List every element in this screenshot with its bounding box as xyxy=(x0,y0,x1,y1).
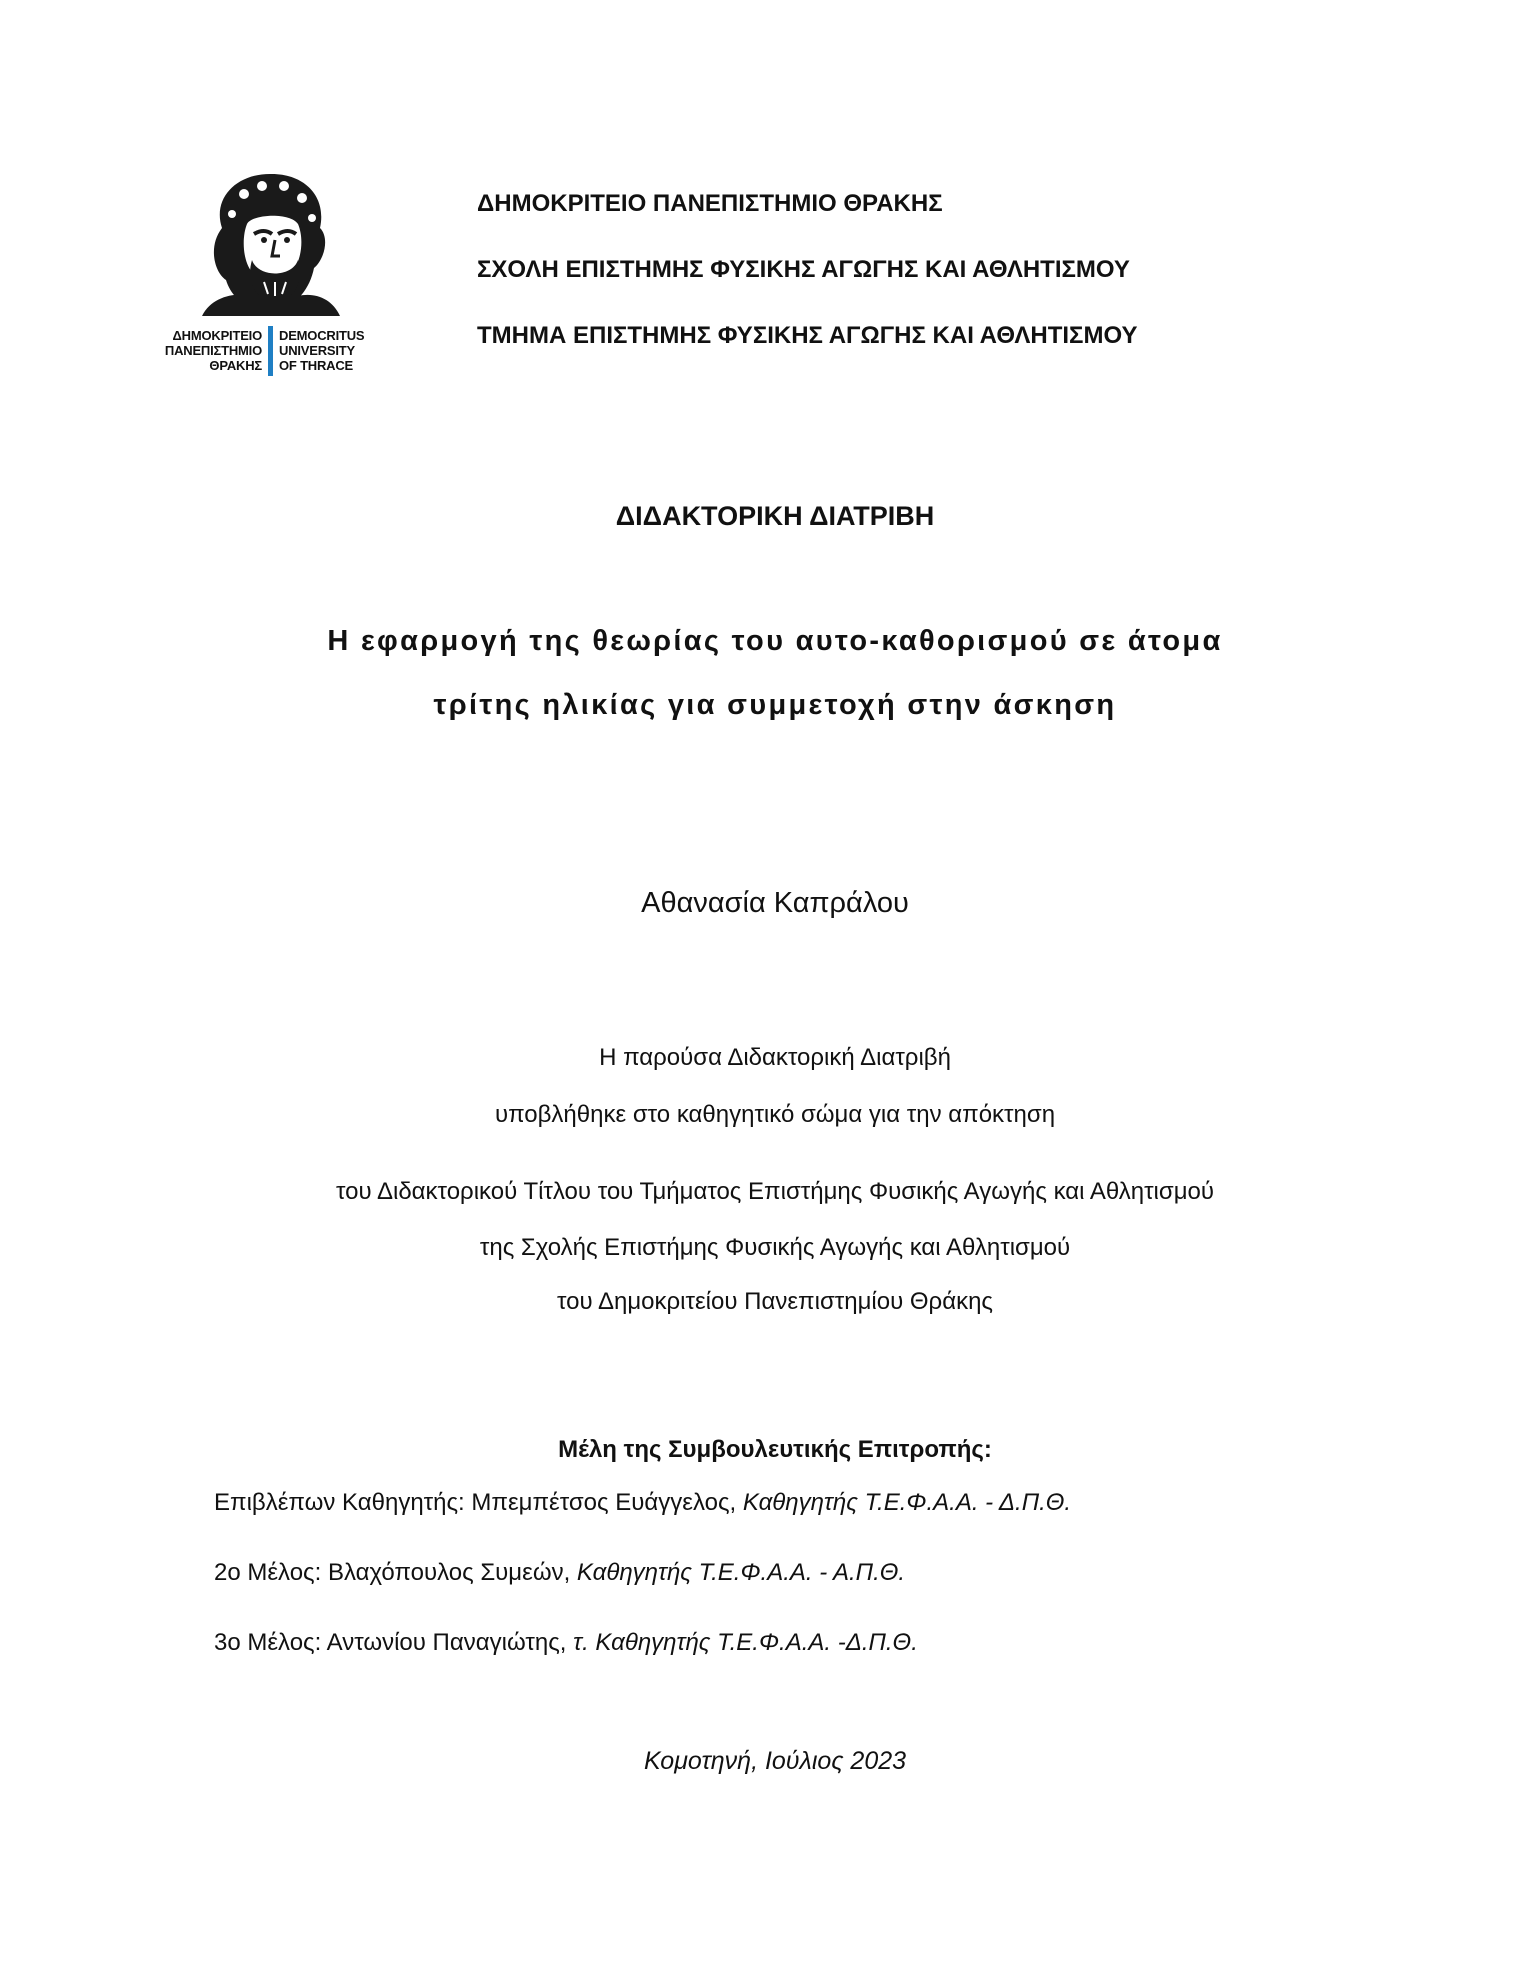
member-name: Βλαχόπουλος Συμεών, xyxy=(327,1559,571,1586)
submission-line-1: Η παρούσα Διδακτορική Διατριβή xyxy=(599,1044,951,1071)
member-name: Μπεμπέτσος Ευάγγελος, xyxy=(471,1489,737,1516)
logo-english-text xyxy=(279,328,364,373)
thesis-title xyxy=(0,625,1530,753)
university-name: ΔΗΜΟΚΡΙΤΕΙΟ ΠΑΝΕΠΙΣΤΗΜΙΟ ΘΡΑΚΗΣ xyxy=(477,190,943,217)
submission-line-4: της Σχολής Επιστήμης Φυσικής Αγωγής και Αθλητισμού xyxy=(479,1234,1071,1261)
submission-line-2: υποβλήθηκε στο καθηγητικό σώμα για την απόκτηση xyxy=(494,1101,1056,1128)
logo-greek-line: ΔΗΜΟΚΡΙΤΕΙΟ xyxy=(172,328,262,343)
document-type: ΔΙΔΑΚΤΟΡΙΚΗ ΔΙΑΤΡΙΒΗ xyxy=(615,501,935,531)
committee-heading: Μέλη της Συμβουλευτικής Επιτροπής: xyxy=(558,1436,992,1463)
logo-english-line: OF THRACE xyxy=(279,358,354,373)
committee-member xyxy=(214,1629,1071,1699)
university-logo xyxy=(152,168,392,388)
member-role: Καθηγητής Τ.Ε.Φ.Α.Α. - Α.Π.Θ. xyxy=(570,1559,906,1586)
school-name: ΣΧΟΛΗ ΕΠΙΣΤΗΜΗΣ ΦΥΣΙΚΗΣ ΑΓΩΓΗΣ ΚΑΙ ΑΘΛΗΤΙΣΜΟΥ xyxy=(477,256,1130,283)
department-name: ΤΜΗΜΑ ΕΠΙΣΤΗΜΗΣ ΦΥΣΙΚΗΣ ΑΓΩΓΗΣ ΚΑΙ ΑΘΛΗΤΙΣΜΟΥ xyxy=(477,322,1138,349)
committee-members xyxy=(214,1489,1071,1699)
logo-divider-bar xyxy=(268,326,273,376)
institution-header xyxy=(477,192,1137,390)
committee-member xyxy=(214,1489,1071,1559)
committee-member xyxy=(214,1559,1071,1629)
logo-greek-line: ΘΡΑΚΗΣ xyxy=(209,358,262,373)
logo-wordmark xyxy=(152,326,392,382)
thesis-title-line-2: τρίτης ηλικίας για συμμετοχή στην άσκηση xyxy=(433,689,1117,721)
place-and-date: Κομοτηνή, Ιούλιος 2023 xyxy=(643,1747,907,1775)
member-role: τ. Καθηγητής Τ.Ε.Φ.Α.Α. -Δ.Π.Θ. xyxy=(566,1629,918,1656)
logo-english-line: DEMOCRITUS xyxy=(279,328,365,343)
member-label: 2ο Μέλος: xyxy=(214,1559,328,1586)
member-role: Καθηγητής Τ.Ε.Φ.Α.Α. - Δ.Π.Θ. xyxy=(736,1489,1072,1516)
submission-line-5: του Δημοκριτείου Πανεπιστημίου Θράκης xyxy=(557,1288,993,1315)
member-label: Επιβλέπων Καθηγητής: xyxy=(214,1489,472,1516)
thesis-title-line-1: Η εφαρμογή της θεωρίας του αυτο-καθορισμού σε άτομα xyxy=(327,625,1223,657)
member-label: 3ο Μέλος: xyxy=(214,1629,327,1656)
logo-greek-text xyxy=(165,328,262,373)
submission-statement xyxy=(0,1044,1530,1316)
democritus-portrait-icon xyxy=(192,168,342,316)
logo-english-line: UNIVERSITY xyxy=(279,343,356,358)
submission-line-3: του Διδακτορικού Τίτλου του Τμήματος Επιστήμης Φυσικής Αγωγής και Αθλητισμού xyxy=(336,1178,1214,1205)
member-name: Αντωνίου Παναγιώτης, xyxy=(326,1629,567,1656)
author-name: Αθανασία Καπράλου xyxy=(641,887,909,919)
logo-greek-line: ΠΑΝΕΠΙΣΤΗΜΙΟ xyxy=(164,343,262,358)
